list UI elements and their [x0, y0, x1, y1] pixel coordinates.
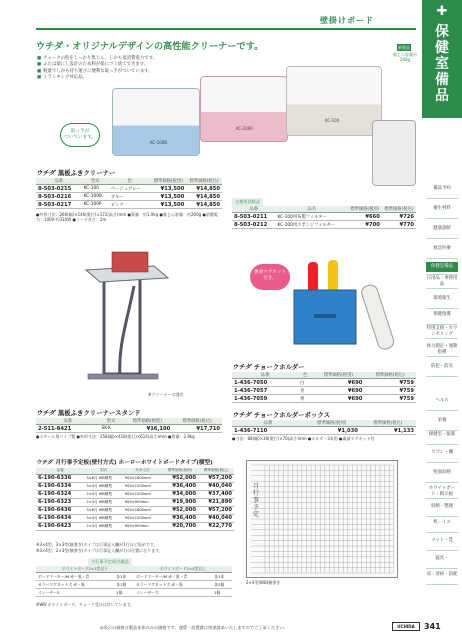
table-row: 8-503-0211 KC-100用布製フィルター ¥660 ¥726 [234, 213, 414, 220]
chalk-holder-table [232, 372, 416, 403]
schedule-accessory-table [36, 566, 232, 597]
table-row: 8-503-0217 KC-100P ピンク ¥13,500 ¥14,850 [38, 201, 220, 208]
capacity-badge: 集じん容量約200g [393, 52, 417, 62]
sidebar-divider [426, 444, 458, 445]
table-row: 8-503-0215 KC-100 ベージュグレー ¥13,500 ¥14,850 [38, 185, 220, 192]
sidebar-item[interactable]: 栄養 [437, 418, 447, 423]
sidebar-item[interactable]: 保健室備品 [426, 262, 458, 272]
sidebar-divider [426, 238, 458, 239]
sidebar-divider [426, 584, 458, 585]
cleaner-section-title: ウチダ 黒板ふきクリーナー [36, 169, 116, 177]
table-row: 1-436-7059 黄 ¥690 ¥759 [234, 395, 414, 402]
table-row: 2-511-8421 SK-K ¥16,100 ¥17,710 [38, 425, 220, 432]
sidebar-item[interactable]: 備品予約 [433, 186, 451, 191]
table-header: 外形寸法 [123, 468, 162, 474]
uchida-logo: UCHIDA [392, 622, 420, 631]
table-header: 標準価格(税込) [360, 420, 416, 427]
cleaner-label: KC-100B [150, 140, 168, 145]
sidebar-item[interactable]: 床・清掃・消耗 [426, 572, 458, 577]
table-header: 品番 [36, 178, 82, 185]
stand-title: ウチダ 黒板ふきクリーナースタンド [36, 409, 141, 417]
table-header: 標準価格(税別) [151, 178, 187, 185]
table-row: 1-436-7050 白 ¥690 ¥759 [234, 379, 414, 386]
sidebar-item[interactable]: 保健室・服薬 [428, 432, 456, 437]
table-header: 標準価格(税込) [382, 206, 416, 213]
table-header: 標準価格(税込) [198, 468, 234, 474]
cleaner-beige-image [286, 66, 382, 136]
header-divider [36, 28, 416, 30]
table-header: 標準価格(税別) [313, 372, 365, 379]
sidebar-divider [426, 338, 458, 339]
accessory-subtitle: 月行事予定板付属品 [88, 558, 132, 566]
table-header: 品名 [276, 206, 348, 213]
table-header: 色 [298, 372, 313, 379]
stand-note: ●スチール角パイプ製 ●外形寸法：258(幅)×418(奥行)×614(高さ)mm ●質量：2.8kg [36, 434, 195, 439]
table-header: 標準価格(税込) [186, 178, 222, 185]
sidebar-divider [426, 462, 458, 463]
table-row: カラーマグネット大 赤・黒 各1個 カラーマグネット大 赤・黒 各2個 [36, 581, 232, 589]
plus-icon: ✚ [436, 4, 448, 19]
sidebar-divider [426, 550, 458, 551]
board-label: 月行事予定 [253, 483, 260, 518]
table-header: 標準価格(税別) [348, 206, 382, 213]
feature-item: ■ チョークの粉をしっかり集じん。しかも低消費電力です。 [37, 56, 157, 62]
page-number: 341 [424, 622, 441, 631]
table-header: 品番 [36, 468, 84, 474]
schedule-title: ウチダ 月行事予定板(壁付方式) ホーローホワイトボードタイプ(横型) [36, 460, 213, 466]
headline: ウチダ・オリジナルデザインの高性能クリーナーです。 [36, 41, 264, 52]
sidebar-item[interactable]: 壁面収納 [433, 470, 451, 475]
table-row: 6-190-6423 2×3月 WB横型 600×900mm ¥20,700 ¥22,770 [38, 523, 232, 529]
sidebar-item[interactable]: ヘルス [435, 398, 449, 403]
accessory-table [232, 206, 416, 229]
table-header: 型式 [84, 468, 122, 474]
table-header: 標準価格(税別) [122, 418, 172, 425]
sidebar-item[interactable]: 寝具・ [435, 556, 449, 561]
table-row: 1-436-7057 青 ¥690 ¥759 [234, 387, 414, 394]
sidebar-item[interactable]: 保健指導 [433, 312, 451, 317]
sidebar-title: 保健室備品 [435, 24, 449, 104]
handle-callout: 取っ手が ついています。 [60, 123, 100, 147]
sidebar-divider [426, 498, 458, 499]
cleaner-pink-image [200, 76, 288, 142]
table-row: 6-190-6434 3×4月 WB横型 900×1200mm ¥36,400 ¥40,040 [38, 515, 232, 521]
sidebar-divider [426, 218, 458, 219]
sidebar-item[interactable]: 健康診断 [433, 226, 451, 231]
sidebar-divider [426, 376, 458, 377]
table-header: 品番 [232, 206, 276, 213]
table-header: ホワイトボード2×3型以下 [36, 566, 134, 573]
table-header: 標準価格(税別) [162, 468, 198, 474]
schedule-table [36, 468, 234, 531]
chalk-holder-title: ウチダ チョークホルダー [232, 363, 305, 371]
table-row: 8-503-0212 KC-100用スポンジフィルター ¥700 ¥770 [234, 221, 414, 228]
sidebar-divider [426, 308, 458, 309]
table-header: 標準価格(税別) [304, 420, 360, 427]
sidebar-item[interactable]: 体力測定・運動指導 [426, 344, 458, 355]
new-badge: 新製品 [398, 45, 410, 50]
sidebar-divider [426, 274, 458, 275]
sidebar-item[interactable]: 衛生材料 [433, 206, 451, 211]
sidebar-item[interactable]: ワゴン・棚 [431, 450, 453, 455]
sidebar-divider [426, 258, 458, 259]
sidebar-header [422, 0, 462, 118]
magnet-callout: 裏面マグネット 付き。 [250, 264, 290, 290]
cleaner-label: KC-100 [325, 118, 340, 123]
feature-item: ■ トランキング対応品。 [37, 75, 157, 81]
chalk-box-title: ウチダ チョークホルダーボックス [232, 411, 331, 419]
footer-note: ◎表示の価格は製品本体のみの価格です。運賃・設置費は別途請求いたしますのでご了承ください。 [100, 625, 288, 630]
cleaner-open-image [372, 120, 416, 186]
feature-list [37, 56, 157, 82]
cleaner-spec-note: ●外形寸法：260(幅)×146(奥行)×172(高さ)mm ●質量：約1.9kg ●集じん容量：約200g ●消費電力：100V-約310W ●コード長さ：2m [36, 212, 218, 223]
chalk-holder-image [290, 258, 410, 358]
sidebar-divider [426, 288, 458, 289]
sidebar-divider [426, 516, 458, 517]
schedule-board-image [246, 460, 398, 578]
table-header: 品番 [36, 418, 99, 425]
sidebar-divider [426, 410, 458, 411]
sidebar-item[interactable]: ホワイトボード・掲示板 [428, 486, 456, 497]
cleaner-blue-image [112, 88, 200, 156]
sidebar-divider [426, 198, 458, 199]
accessory-title: 交換用消耗品 [232, 198, 263, 206]
sidebar-divider [426, 568, 458, 569]
table-header: 品番 [232, 372, 298, 379]
table-row: 1-436-7110 ¥1,030 ¥1,133 [234, 427, 414, 434]
table-header: 標準価格(税込) [364, 372, 416, 379]
table-row: 6-190-6324 2×4月 WB横型 600×1200mm ¥34,000 ¥37,400 [38, 491, 232, 497]
table-row: 8-503-0216 KC-100B ブルー ¥13,500 ¥14,850 [38, 193, 220, 200]
sidebar-item[interactable]: 日用品・事務用品 [426, 276, 458, 287]
sidebar-divider [426, 482, 458, 483]
cleaner-table [36, 178, 222, 209]
table-header: 型式 [82, 178, 109, 185]
table-row: イレーザーS 1個 イレーザー大 1個 [36, 589, 232, 597]
section-title: 壁掛けボード [320, 16, 374, 25]
chalk-box-table [232, 420, 416, 435]
sidebar-item[interactable]: 机・イス [433, 520, 451, 525]
feature-item: ■ 軽量でしかも持ち運びに便利な取っ手がついています。 [37, 69, 157, 75]
schedule-sub-note: ※WB:ホワイトボード、チョーク受けは付いています。 [36, 602, 135, 607]
sidebar-item[interactable]: 救急医療 [433, 246, 451, 251]
table-row: ボードマーカー/M 赤・黒・青 各1本 ボードマーカー/M 赤・黒・青 各1本 [36, 573, 232, 581]
table-row: 6-190-6323 2×3月 WB横型 600×900mm ¥19,900 ¥21,890 [38, 499, 232, 505]
table-row: 6-190-6336 3×6月 WB横型 900×1800mm ¥52,000 ¥57,200 [38, 475, 232, 481]
board-caption: 2×4型(WB)横書き [246, 580, 281, 585]
schedule-note: ※3×4型、2×3型(横書き)タイプは行事記入欄が右の位置になります。 [36, 548, 163, 553]
table-header: ホワイトボード2×4型以上 [134, 566, 232, 573]
stand-table [36, 418, 222, 433]
table-row: 6-190-6334 3×4月 WB横型 900×1200mm ¥36,400 ¥40,040 [38, 483, 232, 489]
feature-item: ■ ふたは楽にし設計のため粉が楽にゴミ捨てできます。 [37, 62, 157, 68]
sidebar-item[interactable]: 特別支援・カウンセリング [426, 326, 458, 337]
sidebar-item[interactable]: 環境衛生 [433, 296, 451, 301]
sidebar-divider [426, 324, 458, 325]
stand-caption: ※クリーナーは別売 [148, 392, 184, 397]
sidebar-item[interactable]: 防犯・防災 [431, 364, 453, 369]
stand-image [74, 246, 174, 396]
table-header: 標準価格(税込) [172, 418, 222, 425]
sidebar-divider [426, 532, 458, 533]
table-row: 6-190-6436 3×6月 WB横型 900×1800mm ¥52,000 ¥57,200 [38, 507, 232, 513]
cleaner-label: KC-100P [236, 126, 253, 131]
sidebar-item[interactable]: 収納・整理 [431, 504, 453, 509]
schedule-note: ※3×4型、3×3型(縦書き)タイプは行事記入欄が1行ほど短めです。 [36, 542, 158, 547]
sidebar-divider [426, 430, 458, 431]
table-header: 型式 [99, 418, 122, 425]
table-header: 品番 [232, 420, 304, 427]
sidebar-divider [426, 356, 458, 357]
sidebar-item[interactable]: マット・畳 [431, 538, 453, 543]
chalk-box-note: ●寸法：88(幅)×30(奥行)×70(高さ)mm ●ホルダー3本用 ●裏面マグネット付 [232, 436, 375, 441]
table-header: 色 [109, 178, 151, 185]
